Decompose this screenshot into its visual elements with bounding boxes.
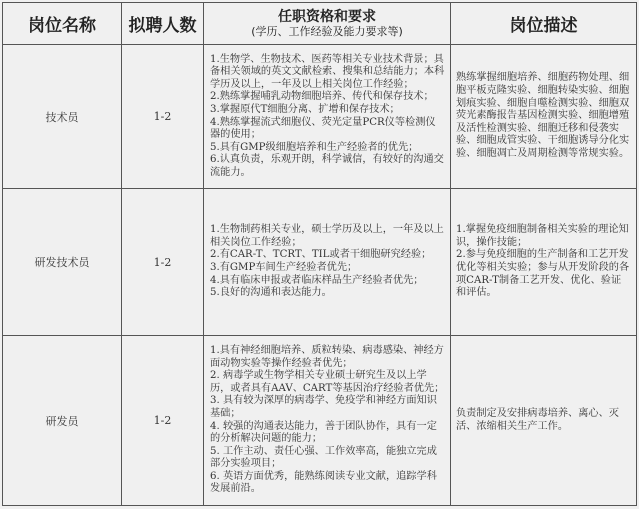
count-cell: 1-2 [122,45,204,189]
requirement-item: 3.掌握原代T细胞分离、扩增和保存技术； [210,103,400,115]
header-position: 岗位名称 [3,3,122,45]
requirement-item: 2.有CAR-T、TCRT、TIL或者干细胞研究经验； [210,249,432,261]
description-item: 2.参与免疫细胞的生产制备和工艺开发优化等相关实验；参与从开发阶段的各项CAR-T制备工艺开发、优化、验证和评估。 [456,249,630,299]
header-count: 拟聘人数 [122,3,204,45]
description-item: 熟练掌握细胞培养、细胞药物处理、细胞平板克隆实验、细胞转染实验、细胞划痕实验、细胞自噬检测实验、细胞双荧光素酶报告基因检测实验、细胞增殖及活性检测实验、细胞迁移和侵袭实验、细胞成管实验、干细胞诱导分化实验、细胞凋亡及周期检测等常规实验。 [456,72,630,159]
requirements-cell [204,45,451,189]
requirement-item: 1.生物制药相关专业，硕士学历及以上，一年及以上相关岗位工作经验； [210,224,444,248]
header-row [3,3,637,45]
requirement-item: 5.良好的沟通和表达能力。 [210,287,332,299]
description-cell [451,336,637,506]
header-requirements [204,3,451,45]
recruitment-table [2,2,637,506]
requirement-item: 2.熟练掌握哺乳动物细胞培养、传代和保存技术； [210,91,434,103]
header-requirements-title: 任职资格和要求 [278,9,376,25]
description-item: 负责制定及安排病毒培养、离心、灭活、浓缩相关生产工作。 [456,407,619,432]
description-cell [451,45,637,189]
table-row [3,336,637,506]
position-cell: 研发技术员 [3,189,122,336]
requirement-item: 3. 具有较为深厚的病毒学、免疫学和神经方面知识基础； [210,395,437,419]
count-cell: 1-2 [122,189,204,336]
requirement-item: 4. 较强的沟通表达能力，善于团队协作，具有一定的分析解决问题的能力； [210,420,437,445]
header-description: 岗位描述 [451,3,637,45]
requirement-item: 6.认真负责，乐观开朗，科学诚信，有较好的沟通交流能力。 [210,154,444,178]
position-cell: 技术员 [3,45,122,189]
header-requirements-subtitle: (学历、工作经验及能力要求等) [251,25,403,38]
requirement-item: 4.具有临床申报或者临床样品生产经验者优先； [210,274,424,286]
requirement-item: 1.生物学、生物技术、医药等相关专业技术背景；具备相关领域的英文文献检索、搜集和总结能力；本科学历及以上，一年及以上相关岗位工作经验； [210,53,445,90]
position-cell: 研发员 [3,336,122,506]
table-row [3,45,637,189]
requirements-cell [204,336,451,506]
requirement-item: 5.具有GMP级细胞培养和生产经验者的优先； [210,141,419,153]
requirement-item: 3.有GMP车间生产经验者优先； [210,262,358,273]
requirement-item: 2. 病毒学或生物学相关专业硕士研究生及以上学历，或者具有AAV、CART等基因治疗经验者优先； [210,370,445,394]
description-cell [451,189,637,336]
requirement-item: 4.熟练掌握流式细胞仪、荧光定量PCR仪等检测仪器的使用； [210,116,436,141]
requirement-item: 1.具有神经细胞培养、质粒转染、病毒感染、神经方面动物实验等操作经验者优先； [210,344,444,369]
requirement-item: 5. 工作主动、责任心强、工作效率高，能独立完成部分实验项目； [210,445,437,470]
count-cell: 1-2 [122,336,204,506]
description-item: 1.掌握免疫细胞制备相关实验的理论知识，操作技能； [456,224,629,248]
table-row [3,189,637,336]
requirements-cell [204,189,451,336]
requirement-item: 6. 英语方面优秀，能熟练阅读专业文献，追踪学科发展前沿。 [210,470,437,495]
